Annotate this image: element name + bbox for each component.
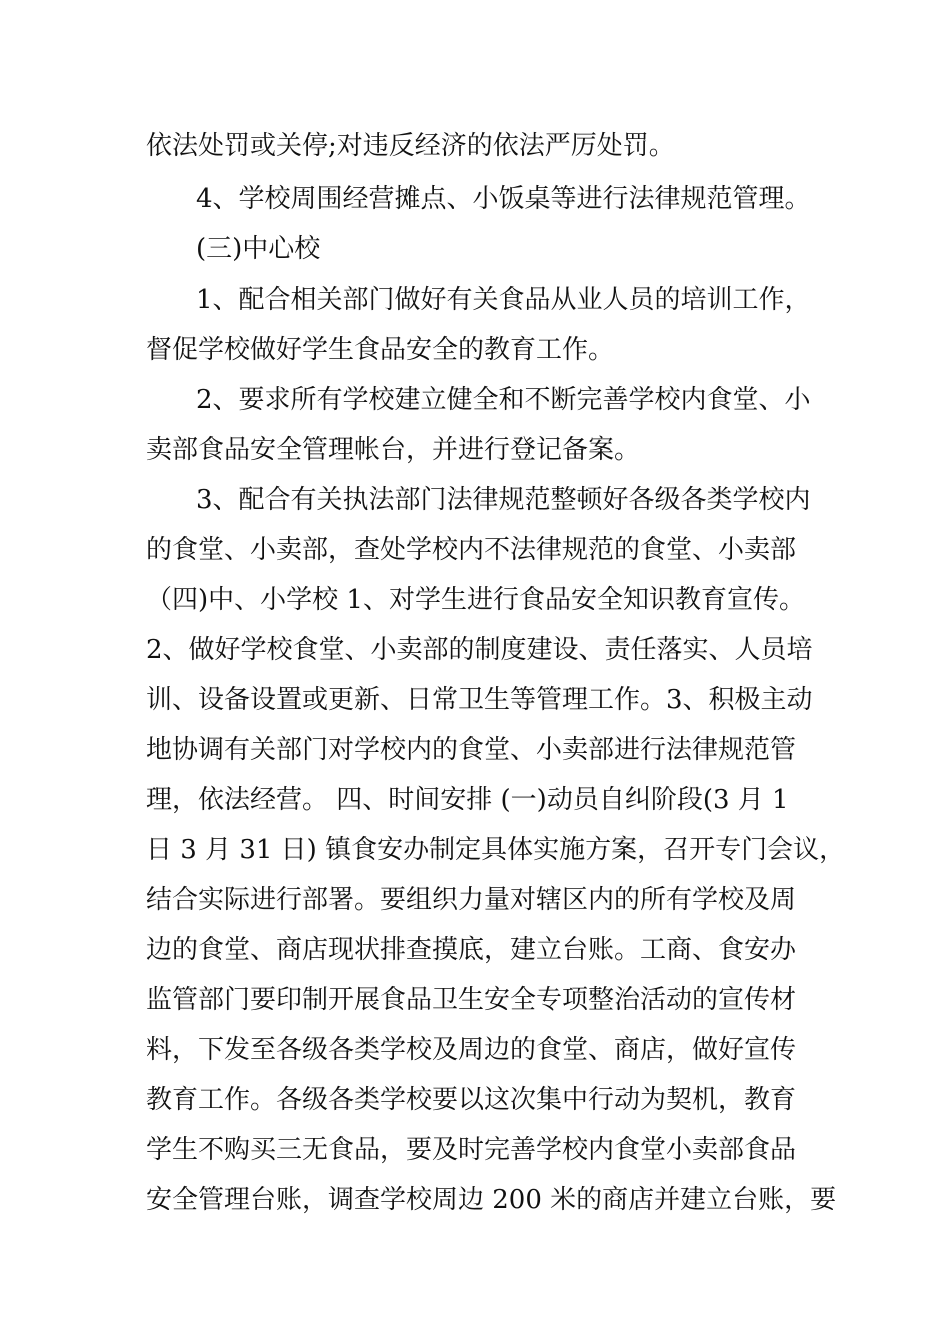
text-line: （四)中、小学校 1、对学生进行食品安全知识教育宣传。 xyxy=(146,585,805,615)
text-line: 监管部门要印制开展食品卫生安全专项整治活动的宣传材 xyxy=(146,985,797,1015)
text-line: 4、学校周围经营摊点、小饭桌等进行法律规范管理。 xyxy=(196,184,811,214)
text-line: 督促学校做好学生食品安全的教育工作。 xyxy=(146,335,615,365)
text-line: 安全管理台账，调查学校周边 200 米的商店并建立台账，要 xyxy=(146,1185,837,1215)
text-line: 2、做好学校食堂、小卖部的制度建设、责任落实、人员培 xyxy=(146,635,813,665)
text-line: 教育工作。各级各类学校要以这次集中行动为契机，教育 xyxy=(146,1085,797,1115)
text-line: 结合实际进行部署。要组织力量对辖区内的所有学校及周 xyxy=(146,885,797,915)
text-line: 3、配合有关执法部门法律规范整顿好各级各类学校内 xyxy=(196,485,811,515)
text-line: 依法处罚或关停;对违反经济的依法严厉处罚。 xyxy=(146,131,675,161)
text-line: 料，下发至各级各类学校及周边的食堂、商店，做好宣传 xyxy=(146,1035,797,1065)
text-line: 地协调有关部门对学校内的食堂、小卖部进行法律规范管 xyxy=(146,735,797,765)
text-line: 边的食堂、商店现状排查摸底，建立台账。工商、食安办 xyxy=(146,935,797,965)
text-line: 日 3 月 31 日) 镇食安办制定具体实施方案，召开专门会议， xyxy=(146,835,846,865)
text-line: 1、配合相关部门做好有关食品从业人员的培训工作， xyxy=(196,285,811,315)
text-line: 的食堂、小卖部，查处学校内不法律规范的食堂、小卖部 xyxy=(146,535,797,565)
text-line: 理，依法经营。 四、时间安排 (一)动员自纠阶段(3 月 1 xyxy=(146,785,789,815)
text-line: 训、设备设置或更新、日常卫生等管理工作。3、积极主动 xyxy=(146,685,813,715)
text-line: 学生不购买三无食品，要及时完善学校内食堂小卖部食品 xyxy=(146,1135,797,1165)
text-line: 2、要求所有学校建立健全和不断完善学校内食堂、小 xyxy=(196,385,811,415)
text-line: 卖部食品安全管理帐台，并进行登记备案。 xyxy=(146,435,641,465)
text-line: (三)中心校 xyxy=(196,234,321,264)
